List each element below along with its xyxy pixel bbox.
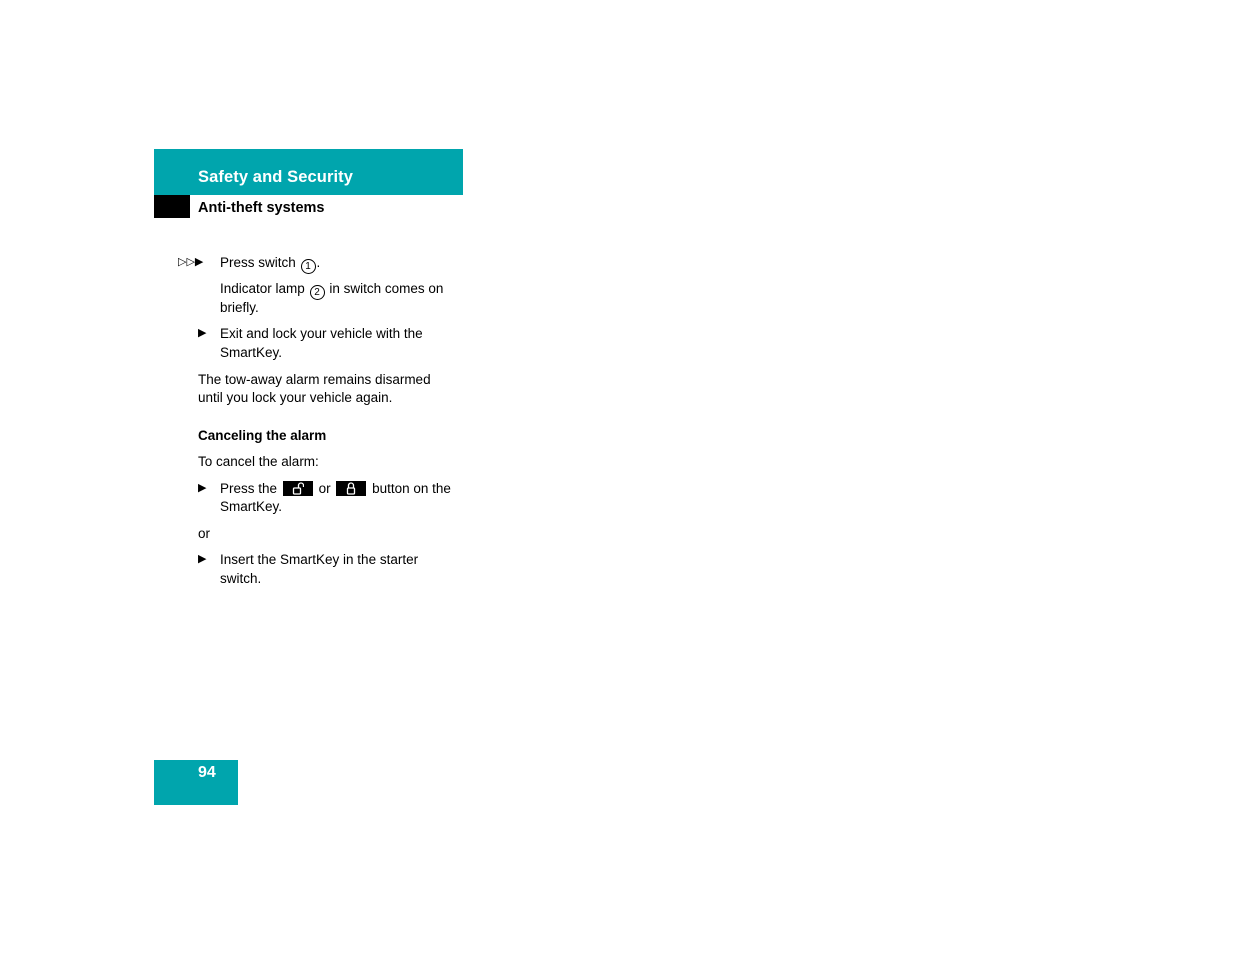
step-insert-smartkey: Insert the SmartKey in the starter — [220, 552, 419, 567]
step-text: Press the — [220, 481, 278, 496]
bullet-marker: ▶ — [198, 482, 207, 494]
step-press-button — [220, 479, 451, 498]
paragraph-line: The tow-away alarm remains disarmed — [198, 372, 431, 387]
unlock-button-icon — [283, 481, 313, 496]
step-text: . — [316, 255, 321, 270]
step-press-button-line2: SmartKey. — [220, 499, 283, 514]
step-exit-lock-line2: SmartKey. — [220, 345, 283, 360]
lock-button-icon — [336, 481, 366, 496]
paragraph-line: until you lock your vehicle again. — [198, 390, 393, 405]
cancel-intro: To cancel the alarm: — [198, 454, 319, 469]
step-exit-lock: Exit and lock your vehicle with the — [220, 326, 423, 341]
note-text: in switch comes on — [329, 281, 444, 296]
unlock-icon — [292, 482, 304, 495]
continuation-marker: ▷▷▶ — [178, 256, 204, 268]
subsection-title: Anti-theft systems — [198, 200, 325, 216]
indicator-note — [220, 279, 443, 300]
bullet-marker: ▶ — [198, 327, 207, 339]
step-text: button on the — [372, 481, 451, 496]
callout-number: 2 — [310, 285, 325, 300]
or-separator: or — [198, 526, 211, 541]
heading-canceling-alarm: Canceling the alarm — [198, 428, 327, 443]
step-text: Press switch — [220, 255, 296, 270]
section-title: Safety and Security — [198, 168, 354, 186]
lock-icon — [345, 482, 357, 495]
page-number: 94 — [198, 764, 216, 781]
step-text: or — [318, 481, 331, 496]
callout-number: 1 — [301, 259, 316, 274]
step-insert-smartkey-line2: switch. — [220, 571, 262, 586]
step-press-switch — [220, 253, 320, 274]
page-number-box — [154, 760, 238, 805]
bullet-marker: ▶ — [198, 553, 207, 565]
note-text: Indicator lamp — [220, 281, 305, 296]
section-tab-marker — [154, 195, 190, 218]
indicator-note-line2: briefly. — [220, 300, 259, 315]
